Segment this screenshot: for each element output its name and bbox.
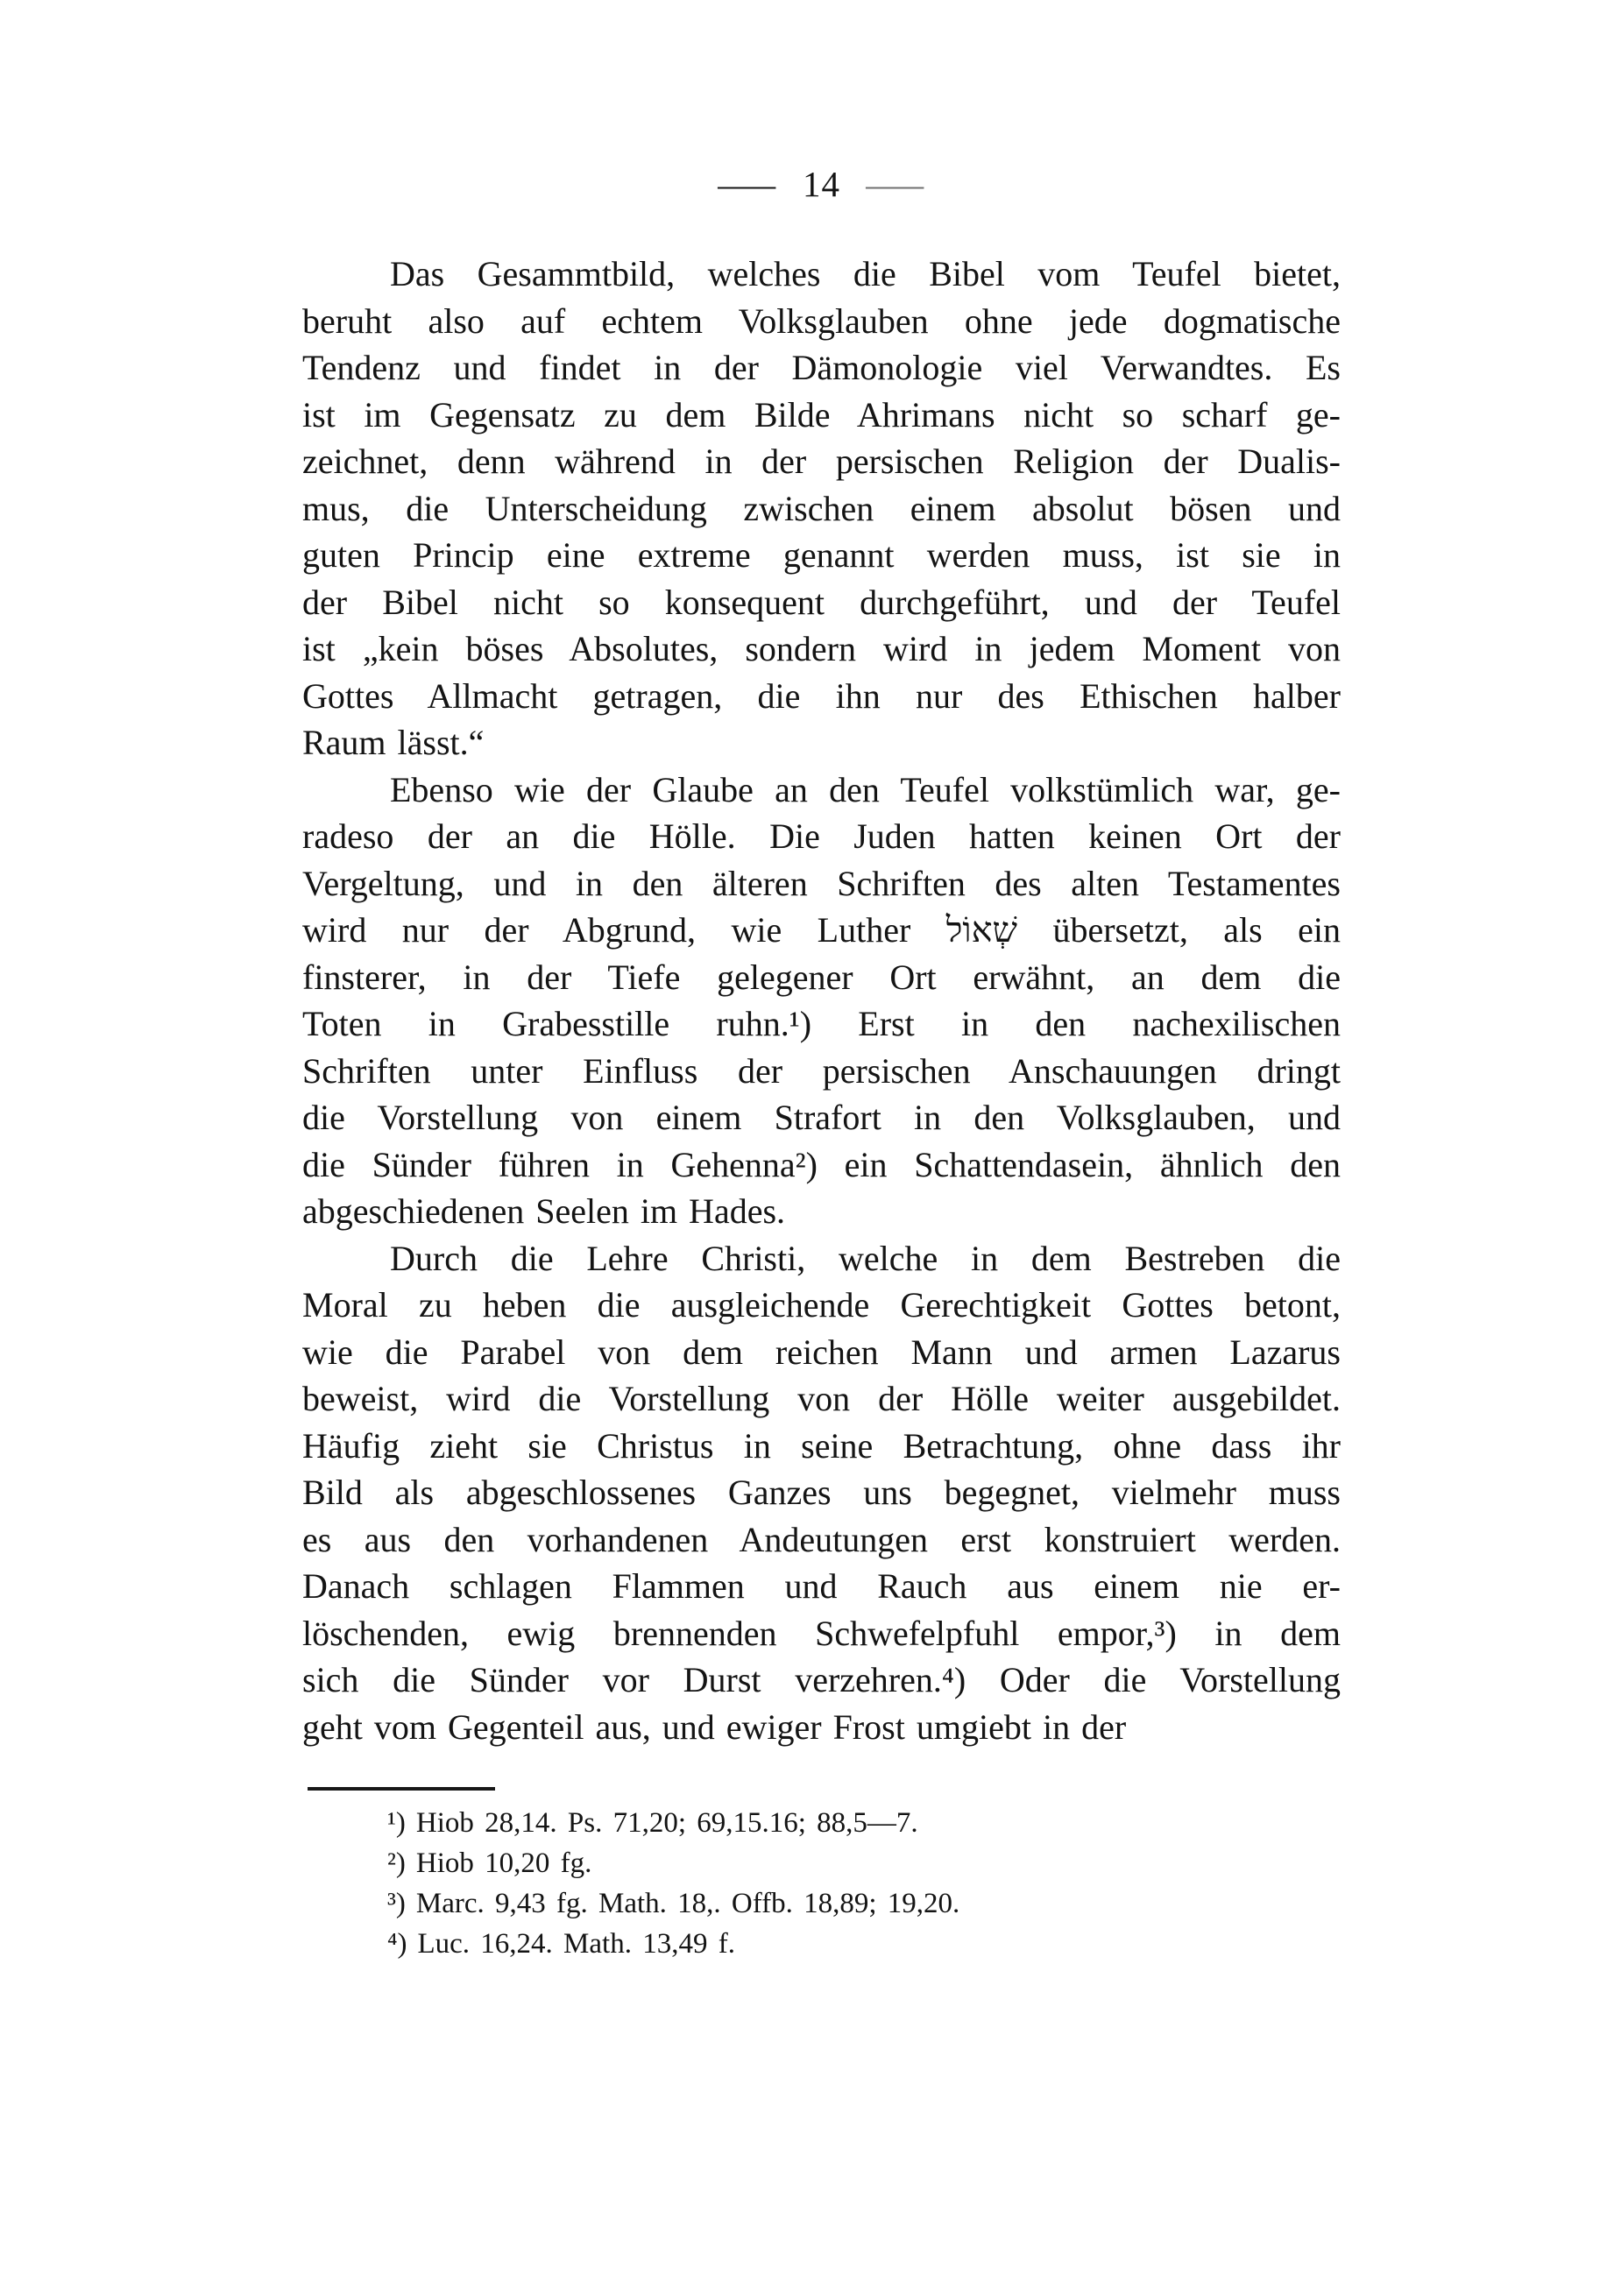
text-line: Toten in Grabesstille ruhn.¹) Erst in den nachexilischen <box>302 1004 1341 1043</box>
text-line: finsterer, in der Tiefe gelegener Ort erwähnt, an dem die <box>302 957 1341 997</box>
text-line: Raum lässt.“ <box>302 723 485 762</box>
text-line: löschenden, ewig brennenden Schwefelpfuhl empor,³) in dem <box>302 1613 1341 1653</box>
text-line: Ebenso wie der Glaube an den Teufel volkstümlich war, ge- <box>390 769 1341 809</box>
footnote-marker: ³) <box>387 1888 406 1919</box>
text-line: mus, die Unterscheidung zwischen einem absolut bösen und <box>302 488 1341 528</box>
text-line: der Bibel nicht so konsequent durchgeführt, und der Teufel <box>302 582 1341 622</box>
text-line: ist im Gegensatz zu dem Bilde Ahrimans nicht so scharf ge- <box>302 394 1341 434</box>
text-line: zeichnet, denn während in der persischen Religion der Dualis- <box>302 442 1341 481</box>
footnote-marker: ¹) <box>387 1807 406 1839</box>
body-text <box>302 251 1341 1750</box>
footnote-text: Marc. 9,43 fg. Math. 18,. Offb. 18,89; 19,20. <box>415 1888 960 1919</box>
text-line: die Vorstellung von einem Strafort in den Volksglauben, und <box>302 1098 1341 1137</box>
text-line: abgeschiedenen Seelen im Hades. <box>302 1191 786 1231</box>
text-line: beweist, wird die Vorstellung von der Hölle weiter ausgebildet. <box>302 1379 1341 1418</box>
footnote <box>302 1924 1341 1964</box>
text-line: Häufig zieht sie Christus in seine Betrachtung, ohne dass ihr <box>302 1425 1341 1466</box>
text-line: Das Gesammtbild, welches die Bibel vom Teufel bietet, <box>390 254 1341 293</box>
text-line: Tendenz und findet in der Dämonologie viel Verwandtes. Es <box>302 348 1341 387</box>
text-line: Danach schlagen Flammen und Rauch aus einem nie er- <box>302 1566 1341 1606</box>
footnote-text: Hiob 28,14. Ps. 71,20; 69,15.16; 88,5—7. <box>415 1807 918 1839</box>
footnote-marker: ⁴) <box>387 1928 407 1960</box>
text-line: Durch die Lehre Christi, welche in dem Bestreben die <box>390 1238 1341 1278</box>
text-line: Bild als abgeschlossenes Ganzes uns begegnet, vielmehr muss <box>302 1473 1341 1512</box>
text-line: wie die Parabel von dem reichen Mann und armen Lazarus <box>302 1332 1341 1372</box>
text-line: sich die Sünder vor Durst verzehren.⁴) Oder die Vorstellung <box>302 1660 1341 1699</box>
footnote <box>302 1843 1341 1883</box>
footnotes <box>302 1803 1341 1964</box>
text-line: wird nur der Abgrund, wie Luther שְׁאוֹל übersetzt, als ein <box>302 910 1341 950</box>
text-line: guten Princip eine extreme genannt werden muss, ist sie in <box>302 535 1341 575</box>
footnote <box>302 1803 1341 1843</box>
text-line: ist „kein böses Absolutes, sondern wird in jedem Moment von <box>302 629 1341 668</box>
header-dash-left: — <box>718 164 777 204</box>
text-line: geht vom Gegenteil aus, und ewiger Frost umgiebt in der <box>302 1706 1127 1747</box>
text-line: radeso der an die Hölle. Die Juden hatten keinen Ort der <box>302 816 1341 856</box>
text-line: Moral zu heben die ausgleichende Gerechtigkeit Gottes betont, <box>302 1285 1341 1325</box>
header-dash-right: — <box>866 164 925 204</box>
footnote-text: Luc. 16,24. Math. 13,49 f. <box>417 1928 735 1960</box>
text-line: es aus den vorhandenen Andeutungen erst konstruiert werden. <box>302 1519 1341 1559</box>
text-line: Gottes Allmacht getragen, die ihn nur des Ethischen halber <box>302 675 1341 716</box>
text-line: Schriften unter Einfluss der persischen Anschauungen dringt <box>302 1050 1341 1091</box>
page-header <box>302 163 1341 205</box>
text-line: Vergeltung, und in den älteren Schriften des alten Testamentes <box>302 863 1341 903</box>
page-number: 14 <box>803 164 840 204</box>
text-line: die Sünder führen in Gehenna²) ein Schattendasein, ähnlich den <box>302 1144 1341 1184</box>
footnote-marker: ²) <box>387 1847 406 1879</box>
footnote <box>302 1883 1341 1924</box>
footnote-rule <box>308 1787 495 1791</box>
footnote-text: Hiob 10,20 fg. <box>415 1847 592 1879</box>
text-line: beruht also auf echtem Volksglauben ohne jede dogmatische <box>302 300 1341 341</box>
